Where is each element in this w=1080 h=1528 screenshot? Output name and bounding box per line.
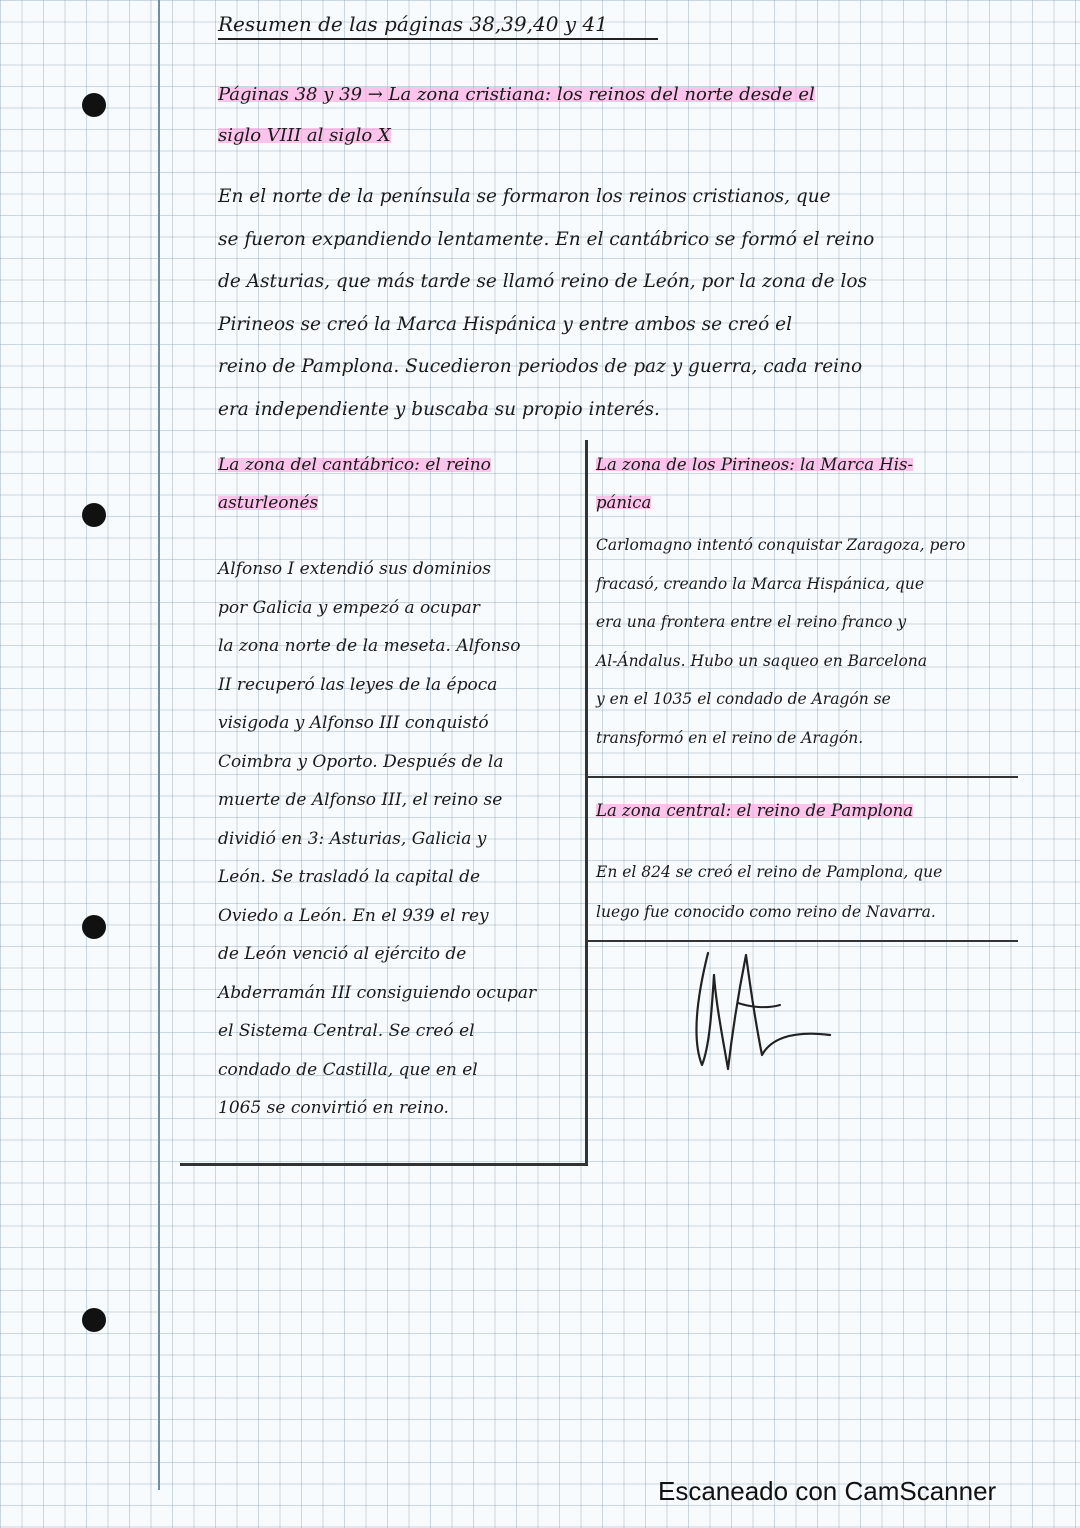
left-line: condado de Castilla, que en el <box>218 1059 478 1080</box>
right-top-heading-line: La zona de los Pirineos: la Marca His- <box>596 455 914 474</box>
left-line: 1065 se convirtió en reino. <box>218 1098 449 1118</box>
intro-line: era independiente y buscaba su propio interés. <box>218 398 660 420</box>
left-line: II recuperó las leyes de la época <box>218 674 498 695</box>
left-line: dividió en 3: Asturias, Galicia y <box>218 828 487 849</box>
right-top-line: Al-Ándalus. Hubo un saqueo en Barcelona <box>596 651 928 670</box>
punch-hole <box>82 915 106 939</box>
section-heading-line: Páginas 38 y 39 → La zona cristiana: los reinos del norte desde el <box>218 84 815 105</box>
section-heading <box>218 74 815 156</box>
page-title: Resumen de las páginas 38,39,40 y 41 <box>218 14 658 40</box>
intro-line: Pirineos se creó la Marca Hispánica y entre ambos se creó el <box>218 313 793 335</box>
right-bottom-heading <box>596 792 913 830</box>
footer-watermark: Escaneado con CamScanner <box>658 1476 997 1506</box>
left-line: Oviedo a León. En el 939 el rey <box>218 905 489 926</box>
right-bottom-line: En el 824 se creó el reino de Pamplona, que <box>596 863 943 881</box>
right-bottom-rule <box>588 940 1018 942</box>
right-top-heading-line: pánica <box>596 493 652 512</box>
right-top-line: era una frontera entre el reino franco y <box>596 613 907 631</box>
punch-hole <box>82 503 106 527</box>
left-column-heading <box>218 446 491 522</box>
right-bottom-heading-line: La zona central: el reino de Pamplona <box>596 801 914 820</box>
right-bottom-text <box>596 852 942 932</box>
right-divider-rule <box>588 776 1018 778</box>
left-line: Coimbra y Oporto. Después de la <box>218 751 504 772</box>
intro-line: En el norte de la península se formaron los reinos cristianos, que <box>218 186 831 207</box>
left-line: la zona norte de la meseta. Alfonso <box>218 636 521 656</box>
intro-line: se fueron expandiendo lentamente. En el cantábrico se formó el reino <box>218 228 875 250</box>
intro-paragraph <box>218 176 874 431</box>
left-line: por Galicia y empezó a ocupar <box>218 597 480 618</box>
left-line: Alfonso I extendió sus dominios <box>218 559 491 579</box>
intro-line: reino de Pamplona. Sucedieron periodos de paz y guerra, cada reino <box>218 356 863 377</box>
right-top-heading <box>596 446 913 522</box>
left-line: León. Se trasladó la capital de <box>218 867 481 887</box>
left-heading-line: La zona del cantábrico: el reino <box>218 455 491 475</box>
signature <box>680 945 850 1075</box>
right-top-line: Carlomagno intentó conquistar Zaragoza, pero <box>596 536 966 554</box>
intro-line: de Asturias, que más tarde se llamó reino de León, por la zona de los <box>218 271 867 292</box>
left-line: visigoda y Alfonso III conquistó <box>218 713 489 733</box>
column-divider <box>585 440 588 1165</box>
left-line: el Sistema Central. Se creó el <box>218 1021 475 1041</box>
left-heading-line: asturleonés <box>218 493 319 513</box>
punch-hole <box>82 93 106 117</box>
section-heading-line: siglo VIII al siglo X <box>218 125 391 146</box>
right-bottom-line: luego fue conocido como reino de Navarra. <box>596 903 936 921</box>
left-line: de León venció al ejército de <box>218 944 467 964</box>
margin-line <box>158 0 160 1490</box>
left-line: Abderramán III consiguiendo ocupar <box>218 982 537 1003</box>
left-column-text <box>218 550 536 1128</box>
right-top-line: transformó en el reino de Aragón. <box>596 728 864 747</box>
right-top-text <box>596 526 965 757</box>
punch-hole <box>82 1308 106 1332</box>
right-top-line: y en el 1035 el condado de Aragón se <box>596 690 891 708</box>
left-line: muerte de Alfonso III, el reino se <box>218 790 503 810</box>
title-underline <box>218 38 658 40</box>
left-column-bottom-rule <box>180 1163 588 1166</box>
right-top-line: fracasó, creando la Marca Hispánica, que <box>596 574 924 593</box>
